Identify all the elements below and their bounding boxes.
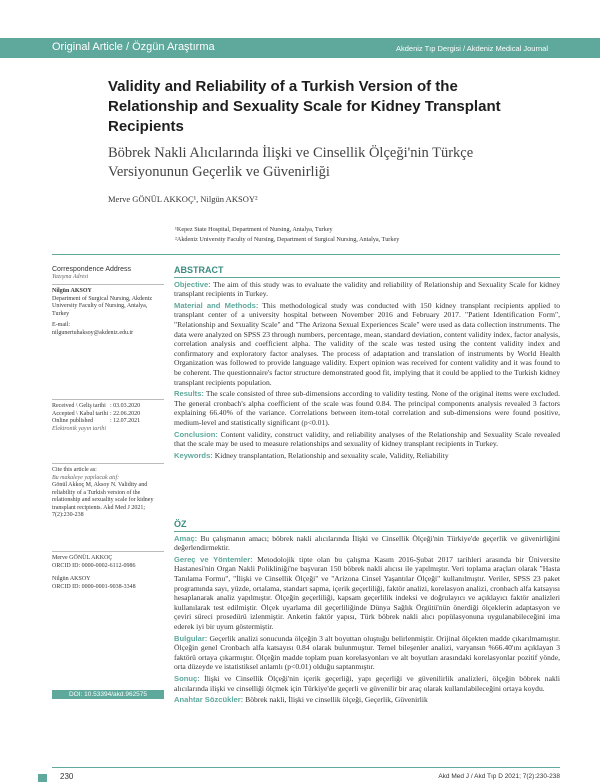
footer-square-icon	[38, 774, 47, 782]
abstract-conclusion: Conclusion: Content validity, construct validity, and reliability analyses of the Relationship and Sexuality Scale revealed that the scale may be used to measure relationships and sexuality of kidney transplant recipients in Turkey.	[174, 429, 561, 449]
journal-name: Akdeniz Tıp Dergisi / Akdeniz Medical Journal	[395, 44, 548, 53]
article-type: Original Article / Özgün Araştırma	[52, 41, 215, 53]
cite-block	[52, 460, 164, 520]
cite-heading: Cite this article as:	[52, 467, 97, 473]
correspondence-block	[52, 266, 164, 337]
orcid-block	[52, 548, 164, 591]
abstract-methods: Material and Methods: This methodological study was conducted with 150 kidney transplant recipients applied to transplant center of a university hospital between November 2016 and February 2017. "Patient Identification Form", "Relationship and Sexuality Scale" and "The Arizona Sexual Experiences Scale" were used as data collection instruments. The data were analyzed on SPSS 23 through numbers, percentage, mean, standard deviation, content validity index, factor analysis, correlation analysis and coefficient alpha. The validity of the scale was tested using the content validity index and confirmatory and exploratory factor analyses. The process of adaptation and translation of instruments by World Health Organization was followed to provide language validity. Expert opinion was received for content validity and it was found to be coherent. The questionnaire's factor structure demonstrated good fit, implying that it could be applied to the Turkish kidney transplant recipients population.	[174, 300, 560, 387]
date-received: Received \ Geliş tarihi : 03.03.2020	[52, 403, 141, 409]
date-online: Online published : 12.07.2021	[52, 418, 141, 424]
footer-citation: Akd Med J / Akd Tıp D 2021; 7(2):230-238	[438, 773, 560, 780]
abstract-objective: Objective: The aim of this study was to evaluate the validity and reliability of Relationship and Sexuality Scale for kidney transplant recipients in Turkey.	[174, 279, 560, 299]
oz-gerec: Gereç ve Yöntemler: Metodolojik tipte olan bu çalışma Kasım 2016-Şubat 2017 tarihleri arasında bir Üniversite Hastanesi'nin Organ Nakli Polikliniği'ne başvuran 150 böbrek nakli alıcısı ile yapılmıştır. Veri toplama araçları olarak "Hasta Tanılama Formu", "İlişki ve Cinsellik Ölçeği" ve "Arizona Cinsel Yaşantılar Ölçeği" kullanılmıştır. Veriler, SPSS 23 paket programında sayı, yüzde, ortalama, standart sapma, içerik geçerliliği, faktör analizi, korelasyon analizi, cronbach alfa katsayısı hesaplanarak analiz yapılmıştır. Ölçeğin geçerliliği, kapsam geçerlilik indeksi ve doğrulayıcı ve açıklayıcı faktör analizleri kullanılarak test edilmiştir. Ölçek uyarlama dil geçerliliğinde Dünya Sağlık Örgütü'nün önerdiği ölçeklerin adaptasyon ve çeviri süreci prosedürü izlenmiştir. Anketin faktör yapısı, Türk böbrek nakli alıcı popülasyonuna uygulanabileceğini ima ederek iyi bir uyum göstermiştir.	[174, 554, 560, 631]
online-date-turkish: Elektronik yayın tarihi	[52, 425, 107, 432]
oz-bulgular: Bulgular: Geçerlik analizi sonucunda ölçeğin 3 alt boyuttan oluştuğu belirlenmiştir. Orijinal ölçekten madde çıkarılmamıştır. Ölçeğin genel Cronbach alfa katsayısı 0.84 olarak bulunmuştur. Temel bileşenler analizi, varyansın %66.40'ını açıklayan 3 faktörü ortaya çıkarmıştır. Ölçeğin madde toplam puan korelasyonları ve alt boyutları arasındaki korelasyonlar pozitif yönde, orta düzeyde ve istatistiksel anlamlı (p<0.01) olduğu saptanmıştır.	[174, 633, 560, 672]
page-number: 230	[60, 772, 74, 781]
orcid-2-id[interactable]: ORCID ID: 0000-0001-9038-3348	[52, 583, 136, 590]
orcid-1-name: Merve GÖNÜL AKKOÇ	[52, 555, 113, 561]
orcid-2-name: Nilgün AKSOY	[52, 576, 91, 582]
affiliation-1: ¹Kepez State Hospital, Department of Nursing, Antalya, Turkey	[175, 226, 333, 233]
oz-section	[174, 520, 560, 707]
sidebar-divider	[52, 551, 164, 552]
abstract-keywords: Keywords: Kidney transplantation, Relationship and sexuality scale, Validity, Reliability	[174, 450, 449, 460]
sidebar-divider	[52, 284, 164, 285]
orcid-1-id[interactable]: ORCID ID: 0000-0002-6112-0986	[52, 562, 136, 569]
abstract-results: Results: The scale consisted of three sub-dimensions according to validity testing. None of the original items were excluded. The general cronbach's alpha coefficient of the scale was found 0.84. The principal components analysis revealed 3 factors explaining 66.40% of the variance. Correlations between item-total correlation and sub-dimensions were found positive, medium-level and statistically significant (p<0.01).	[174, 389, 560, 427]
oz-anahtar: Anahtar Sözcükler: Böbrek nakli, İlişki ve cinsellik ölçeği, Geçerlik, Güvenirlik	[174, 695, 428, 705]
article-title-turkish: Böbrek Nakli Alıcılarında İlişki ve Cinsellik Ölçeği'nin Türkçe Versiyonunun Geçerlik ve Güvenirliği	[108, 145, 474, 180]
affiliation-2: ²Akdeniz University Faculty of Nursing, Department of Surgical Nursing, Antalya, Turkey	[175, 236, 400, 243]
date-accepted: Accepted \ Kabul tarihi : 22.06.2020	[52, 410, 141, 417]
abstract-section	[174, 266, 560, 462]
correspondence-heading: Correspondence Address	[52, 266, 131, 273]
sidebar-divider	[52, 399, 164, 400]
article-title: Validity and Reliability of a Turkish Version of the Relationship and Sexuality Scale for Kidney Transplant Recipients	[108, 78, 501, 135]
oz-heading: ÖZ	[174, 520, 560, 532]
header-divider	[52, 254, 560, 255]
correspondence-name: Nilgün AKSOY	[52, 288, 92, 294]
oz-amac: Amaç: Bu çalışmanın amacı; böbrek nakli alıcılarında İlişki ve Cinsellik Ölçeği'nin Türkiye'de geçerlik ve güvenirliğini değerlendirmektir.	[174, 533, 560, 553]
abstract-heading: ABSTRACT	[174, 266, 560, 278]
footer-divider	[52, 767, 560, 768]
email-link[interactable]: nilgunertuhaksoy@akdeniz.edu.tr	[52, 329, 134, 336]
correspondence-address: Department of Surgical Nursing, Akdeniz University Faculty of Nursing, Antalya, Turkey	[52, 295, 153, 317]
cite-text: Gönül Akkoç M, Aksoy N. Validity and reliability of a Turkish version of the relationship and sexuality scale for kidney transplant recipients. Akd Med J 2021; 7(2):230-238	[52, 482, 154, 518]
dates-block	[52, 396, 164, 433]
sidebar-divider	[52, 463, 164, 464]
correspondence-subheading: Yazışma Adresi	[52, 273, 89, 280]
doi-link[interactable]: DOI: 10.53394/akd.962575	[52, 690, 164, 699]
email-label: E-mail:	[52, 322, 70, 328]
authors: Merve GÖNÜL AKKOÇ¹, Nilgün AKSOY²	[108, 194, 258, 204]
cite-heading-turkish: Bu makaleye yapılacak atıf:	[52, 474, 120, 481]
oz-sonuc: Sonuç: İlişki ve Cinsellik Ölçeği'nin içerik geçerliği, yapı geçerliği ve güvenilirlik analizleri, ölçeğin böbrek nakli alıcılarında ilişki ve cinselliği ölçmek için Türkiye'de geçerli ve güvenilir bir araç olarak kullanılabileceğini ortaya koydu.	[174, 673, 560, 693]
